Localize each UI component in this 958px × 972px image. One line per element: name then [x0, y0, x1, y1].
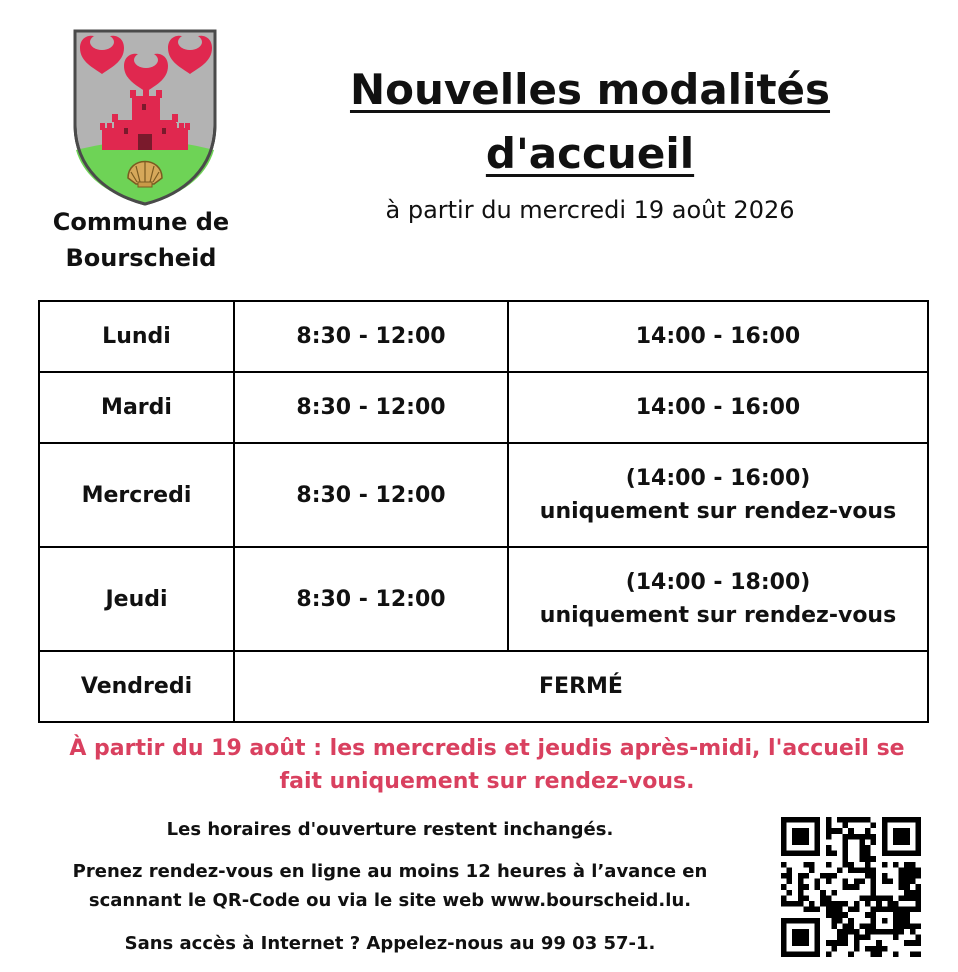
booking-line2: scannant le QR-Code ou via le site web www.bourscheid.lu.	[88, 890, 692, 911]
title-line2: d'accueil	[485, 129, 695, 178]
morning-hours-cell: 8:30 - 12:00	[234, 547, 508, 651]
schedule-table	[38, 300, 929, 723]
morning-hours-cell: 8:30 - 12:00	[234, 372, 508, 443]
closed-cell: FERMÉ	[234, 651, 928, 722]
day-cell: Lundi	[39, 301, 234, 372]
day-cell: Jeudi	[39, 547, 234, 651]
hours-unchanged-text: Les horaires d'ouverture restent inchangés.	[166, 819, 614, 840]
appointment-only-note: uniquement sur rendez-vous	[539, 603, 897, 628]
afternoon-hours-cell: 14:00 - 16:00	[508, 301, 928, 372]
booking-instructions	[40, 857, 740, 915]
notice-line2: fait uniquement sur rendez-vous.	[279, 769, 695, 794]
appointment-notice	[40, 732, 934, 798]
schedule-row-vendredi	[39, 651, 928, 722]
day-cell: Mardi	[39, 372, 234, 443]
afternoon-hours-cell	[508, 547, 928, 651]
page-title	[300, 58, 880, 186]
commune-name-line1: Commune de	[52, 208, 230, 236]
afternoon-hours: (14:00 - 16:00)	[625, 466, 811, 491]
phone-contact-text: Sans accès à Internet ? Appelez-nous au 99 03 57-1.	[124, 933, 656, 954]
coat-of-arms-icon	[72, 28, 218, 206]
commune-name-line2: Bourscheid	[65, 244, 217, 272]
title-line1: Nouvelles modalités	[349, 65, 831, 114]
morning-hours-cell: 8:30 - 12:00	[234, 443, 508, 547]
booking-line1: Prenez rendez-vous en ligne au moins 12 heures à l’avance en	[72, 861, 708, 882]
schedule-row-jeudi	[39, 547, 928, 651]
commune-name	[40, 204, 242, 276]
notice-line1: À partir du 19 août : les mercredis et jeudis après-midi, l'accueil se	[69, 736, 905, 761]
afternoon-hours-cell	[508, 443, 928, 547]
page-subtitle: à partir du mercredi 19 août 2026	[385, 196, 795, 224]
day-cell: Mercredi	[39, 443, 234, 547]
qr-code-icon[interactable]	[780, 817, 922, 957]
schedule-row-mardi	[39, 372, 928, 443]
appointment-only-note: uniquement sur rendez-vous	[539, 499, 897, 524]
schedule-row-mercredi	[39, 443, 928, 547]
afternoon-hours-cell: 14:00 - 16:00	[508, 372, 928, 443]
afternoon-hours: (14:00 - 18:00)	[625, 570, 811, 595]
day-cell: Vendredi	[39, 651, 234, 722]
schedule-row-lundi	[39, 301, 928, 372]
morning-hours-cell: 8:30 - 12:00	[234, 301, 508, 372]
